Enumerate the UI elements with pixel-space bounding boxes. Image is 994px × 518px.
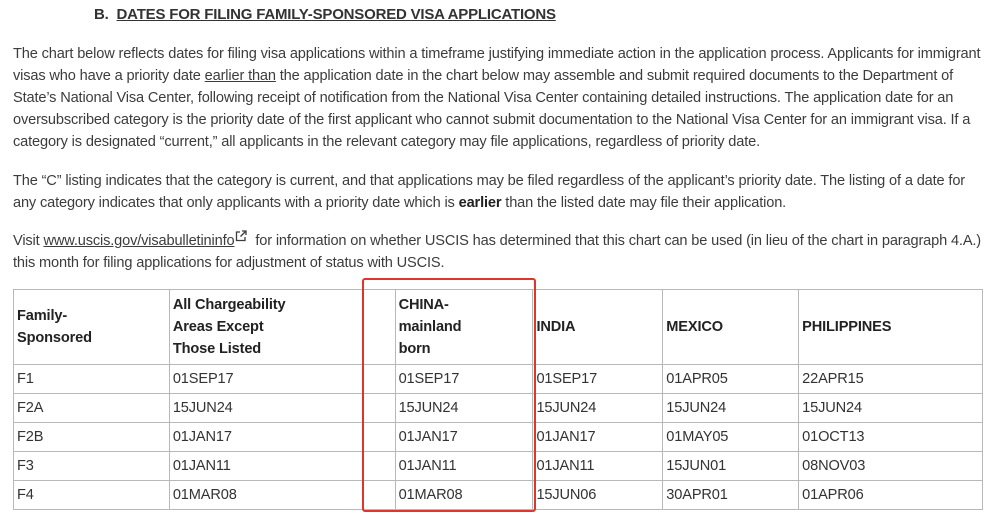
filing-dates-table — [13, 289, 983, 510]
date-cell-china-mainland-born: 01JAN17 — [395, 423, 533, 452]
column-header-line: mainland — [398, 319, 462, 335]
date-cell-philippines: 22APR15 — [799, 365, 983, 394]
column-header-line: INDIA — [536, 319, 576, 335]
date-cell-mexico: 01APR05 — [663, 365, 799, 394]
date-cell-india: 01JAN17 — [533, 423, 663, 452]
column-header-family-sponsored — [14, 290, 170, 365]
date-cell-india: 15JUN06 — [533, 481, 663, 510]
column-header-line: CHINA- — [398, 297, 449, 313]
date-cell-india: 15JUN24 — [533, 394, 663, 423]
category-cell: F2B — [14, 423, 170, 452]
section-title: DATES FOR FILING FAMILY-SPONSORED VISA APPLICATIONS — [116, 6, 556, 23]
date-cell-india: 01SEP17 — [533, 365, 663, 394]
column-header-line: PHILIPPINES — [802, 319, 892, 335]
uscis-visa-bulletin-link[interactable]: www.uscis.gov/visabulletininfo — [43, 233, 235, 249]
external-link-icon[interactable] — [235, 230, 247, 242]
category-cell: F3 — [14, 452, 170, 481]
paragraph-intro-text-b: the application date in the chart below may assemble and submit required documents to the Department of State’s National Visa Center, following receipt of notification from the National Visa Center containing detailed instructions. The application date for an oversubscribed category is the priority date of the first applicant who cannot submit documentation to the National Visa Center for an immigrant visa. If a category is designated “current,” all applicants in the relevant category may file applications, regardless of priority date. — [13, 68, 971, 150]
date-cell-all-chargeability: 01SEP17 — [169, 365, 395, 394]
column-header-line: born — [398, 341, 431, 357]
table-body — [14, 365, 983, 510]
date-cell-philippines: 08NOV03 — [799, 452, 983, 481]
paragraph-intro-text-a: The chart below reflects dates for filing visa applications within a timeframe justifying immediate action in the application process. Applicants for immigrant visas who have a priority date — [13, 46, 981, 84]
paragraph-intro-underlined: earlier than — [204, 68, 276, 84]
paragraph-intro — [13, 43, 988, 153]
column-header-line: Those Listed — [172, 341, 262, 357]
column-header-line: Sponsored — [17, 330, 92, 346]
date-cell-china-mainland-born: 01MAR08 — [395, 481, 533, 510]
paragraph-current-text-c: than the listed date may file their application. — [501, 195, 787, 211]
date-cell-mexico: 30APR01 — [663, 481, 799, 510]
date-cell-china-mainland-born: 01JAN11 — [395, 452, 533, 481]
column-header-line: Areas Except — [172, 319, 264, 335]
column-header-india — [533, 290, 663, 365]
date-cell-all-chargeability: 01MAR08 — [169, 481, 395, 510]
table-header-row — [14, 290, 983, 365]
paragraph-current-text-a: The “C” listing indicates that the category is current, and that applications may be filed regardless of the applicant’s priority date. The listing of a date for any category indicates that only applicants with a priority date which is — [13, 173, 965, 211]
date-cell-all-chargeability: 01JAN11 — [169, 452, 395, 481]
category-cell: F2A — [14, 394, 170, 423]
column-header-all-chargeability — [169, 290, 395, 365]
table-row — [14, 394, 983, 423]
table-row — [14, 452, 983, 481]
date-cell-india: 01JAN11 — [533, 452, 663, 481]
date-cell-all-chargeability: 15JUN24 — [169, 394, 395, 423]
column-header-line: All Chargeability — [172, 297, 286, 313]
table-row — [14, 481, 983, 510]
date-cell-china-mainland-born: 01SEP17 — [395, 365, 533, 394]
paragraph-current-listing — [13, 170, 988, 214]
column-header-line: MEXICO — [666, 319, 723, 335]
paragraph-uscis-text-b: for information on whether USCIS has determined that this chart can be used (in lieu of the chart in paragraph 4.A.) this month for filing applications for adjustment of status with USCIS. — [13, 233, 982, 271]
date-cell-philippines: 01APR06 — [799, 481, 983, 510]
date-cell-all-chargeability: 01JAN17 — [169, 423, 395, 452]
section-letter: B. — [94, 6, 109, 23]
table-row — [14, 423, 983, 452]
category-cell: F1 — [14, 365, 170, 394]
date-cell-mexico: 01MAY05 — [663, 423, 799, 452]
date-cell-mexico: 15JUN24 — [663, 394, 799, 423]
category-cell: F4 — [14, 481, 170, 510]
section-heading — [94, 6, 556, 23]
date-cell-china-mainland-born: 15JUN24 — [395, 394, 533, 423]
paragraph-uscis — [13, 230, 988, 274]
date-cell-philippines: 01OCT13 — [799, 423, 983, 452]
column-header-line: Family- — [17, 308, 68, 324]
date-cell-philippines: 15JUN24 — [799, 394, 983, 423]
column-header-china-mainland-born — [395, 290, 533, 365]
date-cell-mexico: 15JUN01 — [663, 452, 799, 481]
column-header-philippines — [799, 290, 983, 365]
paragraph-current-bold: earlier — [458, 195, 502, 211]
paragraph-uscis-text-a: Visit — [13, 233, 44, 249]
table-row — [14, 365, 983, 394]
column-header-mexico — [663, 290, 799, 365]
